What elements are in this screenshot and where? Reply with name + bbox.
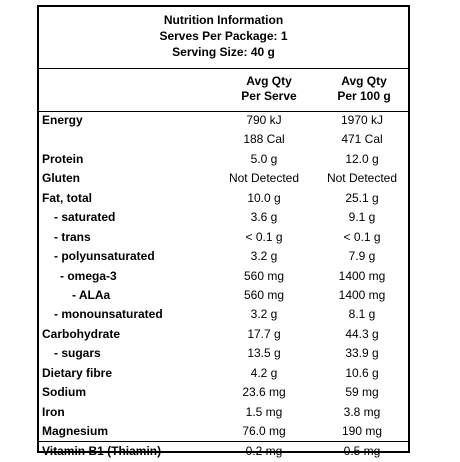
per-serve-value: 76.0 mg	[242, 424, 286, 438]
nutrient-label: Fat, total	[42, 190, 92, 205]
column-header-per-serve	[219, 74, 319, 104]
nutrient-label: Dietary fibre	[42, 365, 113, 380]
serving-size: Serving Size: 40 g	[172, 45, 275, 59]
nutrient-label: - sugars	[54, 346, 101, 361]
nutrient-label: Carbohydrate	[42, 326, 121, 341]
nutrient-label: Iron	[42, 404, 65, 419]
per-100g-value: 9.1 g	[348, 210, 376, 225]
per-100g-value: 33.9 g	[345, 346, 379, 361]
per-serve-value: 3.6 g	[250, 210, 278, 225]
column-headers	[39, 69, 408, 112]
per-100g-value: 44.3 g	[345, 326, 379, 341]
per-serve-value: 13.5 g	[247, 346, 281, 361]
servings-per-package: Serves Per Package: 1	[159, 29, 288, 43]
per-100g-value: 1400 mg	[338, 287, 386, 302]
nutrient-label: - monounsaturated	[54, 307, 163, 322]
per-serve-value: 560 mg	[243, 287, 285, 302]
per-100g-value: 25.1 g	[345, 190, 379, 205]
per-serve-value: 23.6 mg	[242, 385, 286, 400]
nutrient-label: Magnesium	[42, 424, 109, 438]
per-100g-value: 12.0 g	[345, 151, 379, 166]
table-row	[39, 169, 408, 188]
per-serve-value: 188 Cal	[243, 132, 285, 147]
table-row	[39, 325, 408, 344]
per-serve-value: 10.0 g	[247, 190, 281, 205]
column-header-per-serve-line1: Avg Qty	[246, 74, 292, 88]
per-serve-value: 3.2 g	[250, 249, 278, 264]
table-row	[39, 441, 408, 461]
table-row	[39, 364, 408, 383]
nutrition-panel	[37, 5, 410, 459]
nutrient-label: Gluten	[42, 171, 80, 186]
per-100g-value: 7.9 g	[348, 249, 376, 264]
column-header-per-100-line1: Avg Qty	[341, 74, 387, 88]
per-serve-value: 790 kJ	[246, 113, 282, 127]
table-row	[39, 130, 408, 149]
table-row	[39, 111, 408, 130]
nutrient-label: - omega-3	[60, 268, 117, 283]
nutrient-label: Vitamin B1 (Thiamin)	[42, 444, 162, 459]
per-serve-value: 560 mg	[243, 268, 285, 283]
table-row	[39, 228, 408, 247]
nutrient-label: - ALAa	[72, 287, 111, 302]
per-100g-value: 471 Cal	[341, 132, 383, 147]
per-100g-value: 0.5 mg	[343, 444, 381, 459]
table-row	[39, 344, 408, 363]
table-row	[39, 189, 408, 208]
nutrient-rows	[39, 111, 408, 462]
nutrient-label: Energy	[42, 113, 83, 127]
per-serve-value: 0.2 mg	[245, 444, 283, 459]
per-100g-value: Not Detected	[326, 171, 398, 186]
per-serve-value: < 0.1 g	[245, 229, 283, 244]
table-row	[39, 267, 408, 286]
nutrient-label: - polyunsaturated	[54, 249, 155, 264]
nutrient-label: - trans	[54, 229, 91, 244]
per-100g-value: 59 mg	[345, 385, 379, 400]
per-serve-value: 4.2 g	[250, 365, 278, 380]
nutrient-label: - saturated	[54, 210, 116, 225]
per-serve-value: 3.2 g	[250, 307, 278, 322]
table-row	[39, 422, 408, 441]
table-row	[39, 403, 408, 422]
per-serve-value: 1.5 mg	[245, 404, 283, 419]
table-row	[39, 305, 408, 324]
per-serve-value: 5.0 g	[250, 151, 278, 166]
per-100g-value: 3.8 mg	[343, 404, 381, 419]
table-row	[39, 150, 408, 169]
per-100g-value: 1970 kJ	[340, 113, 384, 127]
column-header-per-100	[314, 74, 414, 104]
per-serve-value: Not Detected	[228, 171, 300, 186]
table-row	[39, 286, 408, 305]
table-row	[39, 208, 408, 227]
per-serve-value: 17.7 g	[247, 326, 281, 341]
table-row	[39, 247, 408, 266]
column-header-per-serve-line2: Per Serve	[241, 89, 297, 103]
per-100g-value: 8.1 g	[348, 307, 376, 322]
panel-title: Nutrition Information	[163, 13, 284, 27]
nutrient-label: Protein	[42, 151, 84, 166]
per-100g-value: 190 mg	[341, 424, 383, 438]
column-header-per-100-line2: Per 100 g	[337, 89, 391, 103]
per-100g-value: 10.6 g	[345, 365, 379, 380]
table-row	[39, 383, 408, 402]
panel-header	[39, 7, 408, 69]
nutrient-label: Sodium	[42, 385, 86, 400]
per-100g-value: 1400 mg	[338, 268, 386, 283]
per-100g-value: < 0.1 g	[343, 229, 381, 244]
